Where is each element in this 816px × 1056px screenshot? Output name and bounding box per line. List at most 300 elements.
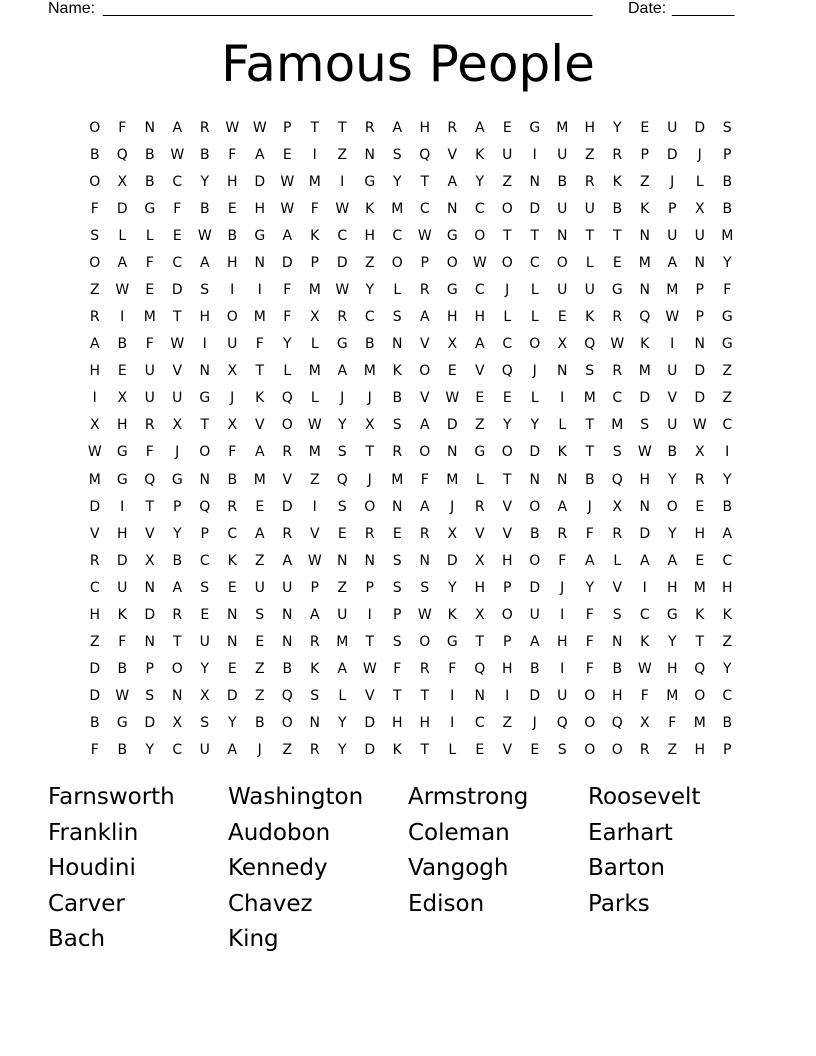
grid-letter: H (694, 525, 706, 542)
word-list-item: Earhart (588, 819, 673, 846)
word-list-item: Houdini (48, 855, 136, 881)
grid-letter: C (639, 606, 650, 623)
grid-letter: O (584, 742, 596, 759)
grid-letter: D (364, 742, 376, 759)
grid-letter: C (612, 390, 623, 407)
grid-letter: H (226, 173, 238, 190)
grid-letter: W (115, 688, 130, 705)
grid-letter: Z (722, 390, 733, 407)
grid-letter: D (666, 146, 678, 163)
grid-letter: O (89, 119, 101, 136)
grid-letter: B (117, 661, 128, 678)
grid-letter: Z (254, 688, 265, 705)
grid-letter: P (420, 254, 429, 271)
word-list-item: Kennedy (228, 855, 328, 881)
grid-letter: W (610, 336, 625, 353)
grid-letter: G (446, 634, 458, 651)
grid-letter: L (503, 309, 512, 326)
grid-letter: K (310, 227, 320, 244)
grid-letter: S (612, 606, 622, 623)
grid-row (81, 656, 741, 683)
grid-letter: G (116, 715, 128, 732)
grid-letter: X (117, 390, 128, 407)
grid-letter: N (557, 227, 568, 244)
grid-letter: X (227, 417, 238, 434)
grid-letter: N (694, 336, 705, 353)
grid-letter: B (722, 200, 733, 217)
grid-letter: V (419, 336, 430, 353)
word-list-item: Parks (588, 890, 650, 917)
grid-letter: G (721, 309, 733, 326)
grid-row (81, 547, 741, 574)
grid-row (81, 601, 741, 628)
grid-letter: A (309, 606, 320, 623)
grid-letter: O (474, 227, 486, 244)
grid-letter: Y (475, 173, 485, 190)
grid-letter: P (310, 579, 319, 596)
grid-letter: E (227, 200, 237, 217)
grid-letter: N (337, 552, 348, 569)
word-list-item: Roosevelt (588, 784, 701, 810)
grid-letter: Y (667, 471, 677, 488)
grid-letter: I (202, 336, 207, 353)
grid-letter: E (640, 119, 650, 136)
grid-letter: X (364, 417, 375, 434)
grid-letter: M (308, 444, 321, 461)
grid-letter: B (254, 715, 265, 732)
grid-letter: E (337, 525, 347, 542)
grid-letter: N (612, 634, 623, 651)
grid-letter: X (227, 363, 238, 380)
grid-letter: Z (639, 173, 650, 190)
grid-letter: F (283, 282, 292, 298)
grid-letter: C (474, 200, 485, 217)
grid-letter: T (420, 173, 430, 190)
grid-letter: F (420, 471, 429, 488)
grid-letter: Q (281, 390, 293, 407)
grid-letter: C (172, 742, 183, 759)
grid-letter: A (557, 498, 568, 515)
grid-letter: O (501, 444, 513, 461)
grid-letter: X (474, 606, 485, 623)
grid-letter: P (283, 119, 292, 136)
grid-letter: N (199, 471, 210, 488)
grid-letter: H (666, 579, 678, 596)
grid-letter: A (254, 525, 265, 542)
grid-letter: D (281, 498, 293, 515)
grid-letter: E (200, 606, 210, 623)
grid-letter: U (227, 336, 238, 353)
grid-letter: O (694, 688, 706, 705)
grid-row (81, 574, 741, 601)
grid-letter: Y (502, 417, 512, 434)
grid-letter: I (120, 498, 125, 515)
grid-letter: J (532, 715, 537, 732)
grid-letter: W (170, 146, 185, 163)
grid-letter: Z (667, 742, 678, 759)
grid-letter: M (721, 227, 734, 244)
grid-letter: B (199, 200, 210, 217)
grid-letter: Q (336, 471, 348, 488)
grid-letter: U (694, 227, 705, 244)
grid-letter: S (392, 579, 402, 596)
grid-letter: N (639, 498, 650, 515)
word-list-item: Chavez (228, 890, 313, 917)
word-list-item: Bach (48, 926, 106, 952)
grid-letter: F (723, 282, 732, 298)
grid-letter: T (585, 227, 595, 244)
grid-letter: N (364, 146, 375, 163)
grid-letter: P (393, 606, 402, 623)
grid-letter: M (666, 282, 679, 298)
grid-letter: G (529, 119, 541, 136)
grid-letter: A (254, 146, 265, 163)
grid-letter: C (529, 254, 540, 271)
grid-letter: R (282, 444, 293, 461)
grid-letter: M (611, 417, 624, 434)
grid-letter: A (639, 552, 650, 569)
grid-letter: F (228, 146, 237, 163)
date-label: Date: (628, 0, 667, 17)
grid-letter: H (89, 363, 101, 380)
grid-letter: M (308, 363, 321, 380)
grid-letter: F (283, 309, 292, 326)
grid-letter: L (475, 471, 484, 488)
grid-row (81, 412, 741, 439)
grid-letter: E (695, 552, 705, 569)
grid-letter: R (419, 525, 430, 542)
word-search-grid (81, 114, 741, 764)
grid-letter: M (253, 309, 266, 326)
grid-letter: I (642, 579, 647, 596)
grid-letter: E (145, 282, 155, 298)
grid-letter: D (446, 552, 458, 569)
grid-letter: H (474, 579, 486, 596)
grid-letter: C (474, 282, 485, 298)
grid-letter: E (502, 390, 512, 407)
grid-letter: K (585, 309, 595, 326)
grid-letter: N (309, 715, 320, 732)
grid-row (81, 222, 741, 249)
grid-letter: N (639, 227, 650, 244)
grid-letter: D (364, 715, 376, 732)
grid-letter: D (639, 525, 651, 542)
grid-letter: V (144, 525, 155, 542)
grid-letter: F (90, 742, 99, 759)
grid-letter: A (474, 336, 485, 353)
date-field-line: _______ (672, 0, 735, 17)
grid-letter: R (89, 552, 100, 569)
grid-letter: G (446, 227, 458, 244)
grid-letter: S (392, 552, 402, 569)
word-list-item: Vangogh (408, 855, 509, 881)
grid-letter: A (392, 119, 403, 136)
grid-letter: H (474, 309, 486, 326)
grid-letter: Y (337, 417, 347, 434)
grid-letter: D (144, 606, 156, 623)
grid-letter: K (695, 606, 705, 623)
grid-letter: Y (282, 336, 292, 353)
grid-letter: O (529, 498, 541, 515)
grid-row (81, 737, 741, 764)
grid-letter: U (557, 146, 568, 163)
grid-letter: A (584, 552, 595, 569)
grid-letter: N (474, 688, 485, 705)
grid-letter: Z (502, 173, 513, 190)
grid-letter: I (312, 498, 317, 515)
grid-letter: O (89, 254, 101, 271)
grid-letter: Q (611, 715, 623, 732)
grid-letter: U (557, 688, 568, 705)
grid-letter: T (337, 119, 347, 136)
grid-letter: Y (337, 742, 347, 759)
grid-letter: P (310, 254, 319, 271)
grid-letter: O (446, 254, 458, 271)
grid-letter: H (446, 309, 458, 326)
grid-letter: U (282, 579, 293, 596)
grid-letter: R (557, 525, 568, 542)
grid-letter: C (722, 688, 733, 705)
grid-letter: B (557, 173, 568, 190)
word-list-item: Edison (408, 890, 485, 917)
grid-letter: V (89, 525, 100, 542)
grid-letter: D (529, 444, 541, 461)
grid-letter: I (725, 444, 730, 461)
grid-letter: Z (364, 254, 375, 271)
grid-letter: W (307, 417, 322, 434)
grid-letter: P (668, 200, 677, 217)
grid-letter: H (199, 309, 211, 326)
grid-letter: P (695, 309, 704, 326)
grid-letter: Z (89, 282, 100, 298)
grid-letter: R (364, 119, 375, 136)
grid-letter: N (172, 688, 183, 705)
grid-letter: H (364, 227, 376, 244)
grid-letter: Z (474, 417, 485, 434)
grid-letter: N (364, 552, 375, 569)
header (48, 0, 748, 20)
page-title: Famous People (221, 35, 595, 93)
grid-letter: S (145, 688, 155, 705)
grid-letter: O (419, 634, 431, 651)
grid-letter: L (695, 173, 704, 190)
grid-letter: S (90, 227, 100, 244)
grid-letter: A (529, 634, 540, 651)
grid-letter: O (529, 552, 541, 569)
grid-letter: W (225, 119, 240, 136)
grid-letter: I (230, 282, 235, 298)
grid-letter: P (640, 146, 649, 163)
grid-letter: J (505, 282, 510, 298)
grid-letter: Y (722, 471, 732, 488)
grid-letter: E (392, 525, 402, 542)
grid-letter: T (392, 688, 402, 705)
grid-letter: X (612, 498, 623, 515)
grid-letter: I (505, 688, 510, 705)
grid-letter: M (308, 282, 321, 298)
grid-letter: G (611, 282, 623, 298)
grid-letter: O (199, 444, 211, 461)
grid-letter: D (144, 715, 156, 732)
grid-letter: A (172, 579, 183, 596)
grid-letter: Y (200, 661, 210, 678)
grid-letter: D (281, 254, 293, 271)
grid-letter: T (255, 363, 265, 380)
grid-letter: U (199, 742, 210, 759)
grid-letter: P (173, 498, 182, 515)
grid-letter: B (722, 715, 733, 732)
grid-letter: L (118, 227, 127, 244)
grid-row (81, 466, 741, 493)
grid-letter: A (227, 742, 238, 759)
grid-letter: O (584, 715, 596, 732)
word-list-item: King (228, 926, 279, 952)
grid-letter: C (337, 227, 348, 244)
grid-letter: X (447, 336, 458, 353)
grid-letter: G (474, 444, 486, 461)
grid-letter: W (637, 444, 652, 461)
grid-row (81, 331, 741, 358)
grid-letter: I (532, 146, 537, 163)
grid-letter: E (117, 363, 127, 380)
grid-letter: A (117, 254, 128, 271)
grid-letter: F (640, 688, 649, 705)
grid-letter: S (200, 282, 210, 298)
grid-letter: D (116, 200, 128, 217)
grid-letter: Q (611, 471, 623, 488)
grid-letter: X (309, 309, 320, 326)
grid-letter: Q (584, 336, 596, 353)
grid-letter: U (667, 363, 678, 380)
grid-letter: R (172, 606, 183, 623)
grid-row (81, 141, 741, 168)
grid-letter: Y (145, 742, 155, 759)
grid-letter: O (281, 715, 293, 732)
grid-letter: E (475, 742, 485, 759)
grid-letter: R (419, 282, 430, 298)
grid-letter: F (118, 119, 127, 136)
grid-letter: X (557, 336, 568, 353)
grid-letter: T (695, 634, 705, 651)
grid-letter: T (502, 227, 512, 244)
grid-letter: M (336, 634, 349, 651)
grid-letter: V (474, 525, 485, 542)
grid-letter: C (227, 525, 238, 542)
grid-letter: K (640, 200, 650, 217)
grid-letter: I (257, 282, 262, 298)
grid-letter: T (475, 634, 485, 651)
grid-letter: B (529, 525, 540, 542)
grid-letter: B (722, 498, 733, 515)
grid-letter: R (89, 309, 100, 326)
grid-letter: I (670, 336, 675, 353)
grid-letter: P (723, 742, 732, 759)
grid-letter: N (254, 254, 265, 271)
grid-letter: L (530, 390, 539, 407)
grid-letter: R (474, 498, 485, 515)
grid-letter: H (501, 661, 513, 678)
grid-letter: V (612, 579, 623, 596)
grid-letter: K (365, 200, 375, 217)
grid-letter: M (556, 119, 569, 136)
grid-letter: F (585, 661, 594, 678)
grid-letter: V (419, 390, 430, 407)
grid-letter: W (665, 309, 680, 326)
grid-letter: W (445, 390, 460, 407)
grid-row (81, 710, 741, 737)
grid-letter: I (92, 390, 97, 407)
grid-letter: Q (501, 363, 513, 380)
grid-letter: J (587, 498, 592, 515)
grid-letter: F (90, 200, 99, 217)
grid-letter: T (200, 417, 210, 434)
grid-letter: R (144, 417, 155, 434)
grid-letter: B (172, 552, 183, 569)
grid-letter: O (226, 309, 238, 326)
grid-letter: K (392, 742, 402, 759)
grid-letter: R (447, 119, 458, 136)
grid-letter: J (560, 579, 565, 596)
grid-letter: I (560, 661, 565, 678)
grid-letter: B (117, 336, 128, 353)
grid-letter: S (557, 742, 567, 759)
grid-letter: C (199, 552, 210, 569)
name-field-line: _______________________________________________________ (103, 0, 593, 17)
grid-letter: J (670, 173, 675, 190)
grid-letter: T (365, 444, 375, 461)
grid-row (81, 276, 741, 303)
grid-letter: Y (200, 173, 210, 190)
grid-letter: W (115, 282, 130, 298)
grid-letter: G (144, 200, 156, 217)
grid-letter: W (335, 200, 350, 217)
grid-letter: V (667, 390, 678, 407)
grid-letter: V (502, 742, 513, 759)
grid-letter: U (144, 363, 155, 380)
grid-letter: Z (584, 146, 595, 163)
grid-letter: O (501, 254, 513, 271)
grid-letter: Z (254, 552, 265, 569)
grid-letter: P (145, 661, 154, 678)
grid-letter: L (283, 363, 292, 380)
grid-letter: N (144, 119, 155, 136)
grid-letter: Q (639, 309, 651, 326)
grid-letter: S (612, 444, 622, 461)
grid-letter: J (450, 498, 455, 515)
grid-letter: J (367, 471, 372, 488)
grid-letter: H (721, 579, 733, 596)
grid-letter: R (282, 525, 293, 542)
grid-letter: B (392, 390, 403, 407)
grid-letter: E (282, 146, 292, 163)
grid-letter: M (638, 363, 651, 380)
grid-letter: I (340, 173, 345, 190)
grid-letter: A (667, 254, 678, 271)
grid-letter: Z (722, 634, 733, 651)
grid-letter: T (310, 119, 320, 136)
grid-letter: B (612, 200, 623, 217)
grid-letter: F (393, 661, 402, 678)
grid-letter: N (227, 606, 238, 623)
grid-letter: B (227, 227, 238, 244)
grid-row (81, 195, 741, 222)
grid-letter: Y (722, 661, 732, 678)
grid-letter: Z (337, 579, 348, 596)
grid-letter: A (419, 417, 430, 434)
grid-letter: N (557, 363, 568, 380)
grid-letter: C (172, 173, 183, 190)
grid-letter: F (310, 200, 319, 217)
